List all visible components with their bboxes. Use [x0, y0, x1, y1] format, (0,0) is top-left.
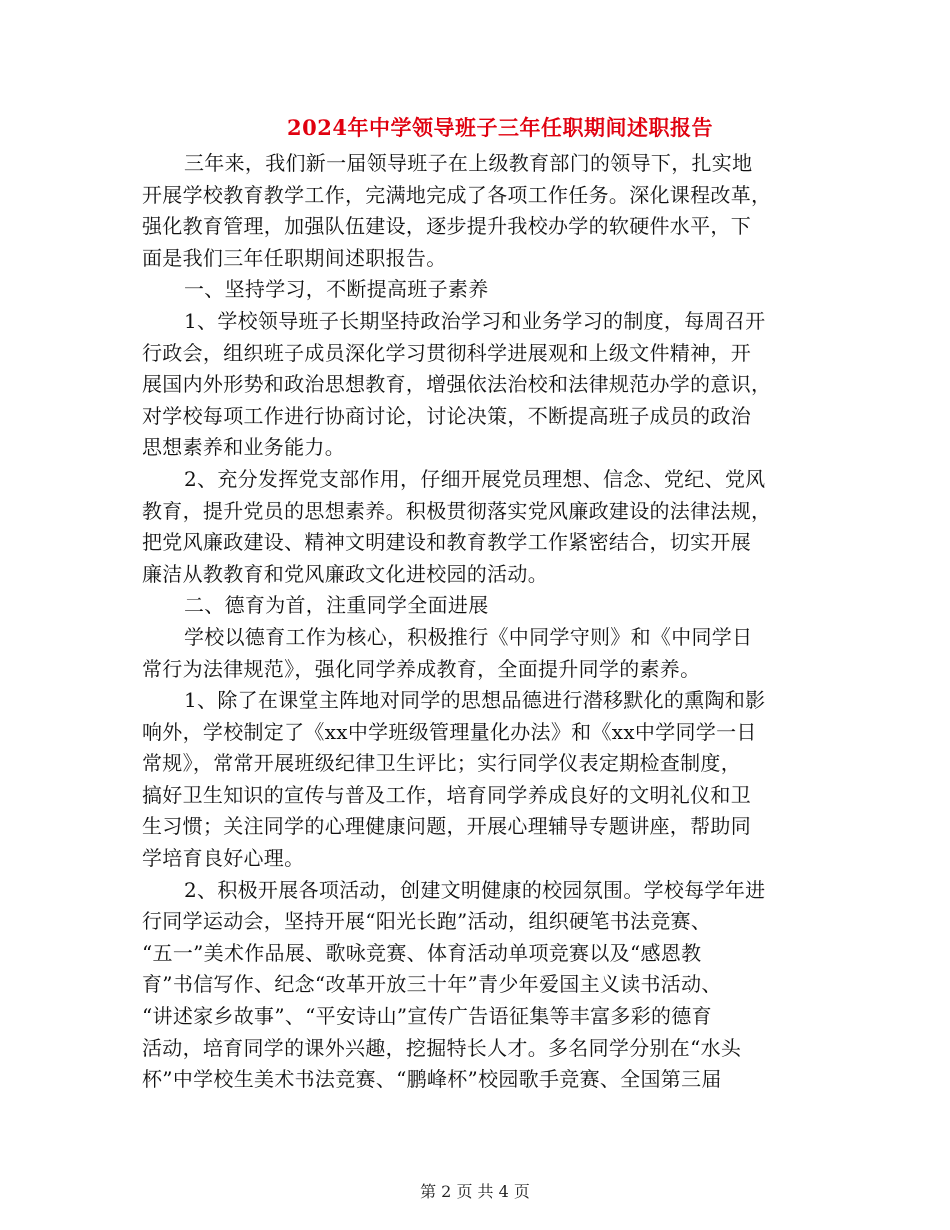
paragraph-line: “讲述家乡故事”、“平安诗山”宣传广告语征集等丰富多彩的德育	[142, 1004, 712, 1029]
paragraph-line: 三年来，我们新一届领导班子在上级教育部门的领导下，扎实地	[184, 151, 753, 175]
paragraph-line: 廉洁从教教育和党风廉政文化进校园的活动。	[142, 561, 548, 586]
paragraph-line: 思想素养和业务能力。	[142, 435, 345, 460]
paragraph-line: 面是我们三年任职期间述职报告。	[142, 245, 447, 270]
section-heading: 二、德育为首，注重同学全面进展	[184, 593, 489, 618]
paragraph-line: 开展学校教育教学工作，完满地完成了各项工作任务。深化课程改革，	[142, 182, 772, 207]
paragraph-line: 教育，提升党员的思想素养。积极贯彻落实党风廉政建设的法律法规，	[142, 498, 772, 523]
paragraph-line: 2、积极开展各项活动，创建文明健康的校园氛围。学校每学年进	[184, 877, 766, 902]
document-title: 2024年中学领导班子三年任职期间述职报告	[287, 115, 713, 140]
paragraph-line: 搞好卫生知识的宣传与普及工作，培育同学养成良好的文明礼仪和卫	[142, 782, 751, 807]
paragraph-line: 1、除了在课堂主阵地对同学的思想品德进行潜移默化的熏陶和影	[184, 688, 766, 713]
paragraph-line: 1、学校领导班子长期坚持政治学习和业务学习的制度，每周召开	[184, 308, 766, 333]
paragraph-line: 行政会，组织班子成员深化学习贯彻科学进展观和上级文件精神，开	[142, 340, 751, 365]
paragraph-line: 学培育良好心理。	[142, 846, 305, 871]
paragraph-line: 对学校每项工作进行协商讨论，讨论决策，不断提高班子成员的政治	[142, 403, 751, 428]
paragraph-line: 2、充分发挥党支部作用，仔细开展党员理想、信念、党纪、党风	[184, 466, 766, 491]
paragraph-line: 育”书信写作、纪念“改革开放三十年”青少年爱国主义读书活动、	[142, 972, 722, 997]
paragraph-line: 行同学运动会，坚持开展“阳光长跑”活动，组织硬笔书法竞赛、	[142, 909, 712, 934]
paragraph-line: 学校以德育工作为核心，积极推行《中同学守则》和《中同学日	[184, 624, 753, 649]
paragraph-line: 展国内外形势和政治思想教育，增强依法治校和法律规范办学的意识，	[142, 372, 772, 397]
paragraph-line: 常行为法律规范》，强化同学养成教育，全面提升同学的素养。	[142, 656, 701, 681]
paragraph-line: 把党风廉政建设、精神文明建设和教育教学工作紧密结合，切实开展	[142, 530, 751, 555]
paragraph-line: 常规》，常常开展班级纪律卫生评比；实行同学仪表定期检查制度，	[142, 751, 741, 776]
page-number-footer: 第 2 页 共 4 页	[420, 1182, 530, 1201]
paragraph-line: 响外，学校制定了《xx中学班级管理量化办法》和《xx中学同学一日	[142, 719, 757, 744]
paragraph-line: 杯”中学校生美术书法竞赛、“鹏峰杯”校园歌手竞赛、全国第三届	[142, 1067, 722, 1092]
document-body	[142, 148, 802, 1096]
paragraph-line: 生习惯；关注同学的心理健康问题，开展心理辅导专题讲座，帮助同	[142, 814, 751, 839]
paragraph-line: 活动，培育同学的课外兴趣，挖掘特长人才。多名同学分别在“水头	[142, 1035, 742, 1060]
section-heading: 一、坚持学习，不断提高班子素养	[184, 277, 489, 302]
paragraph-line: 强化教育管理，加强队伍建设，逐步提升我校办学的软硬件水平，下	[142, 214, 751, 239]
paragraph-line: “五一”美术作品展、歌咏竞赛、体育活动单项竞赛以及“感恩教	[142, 940, 702, 965]
